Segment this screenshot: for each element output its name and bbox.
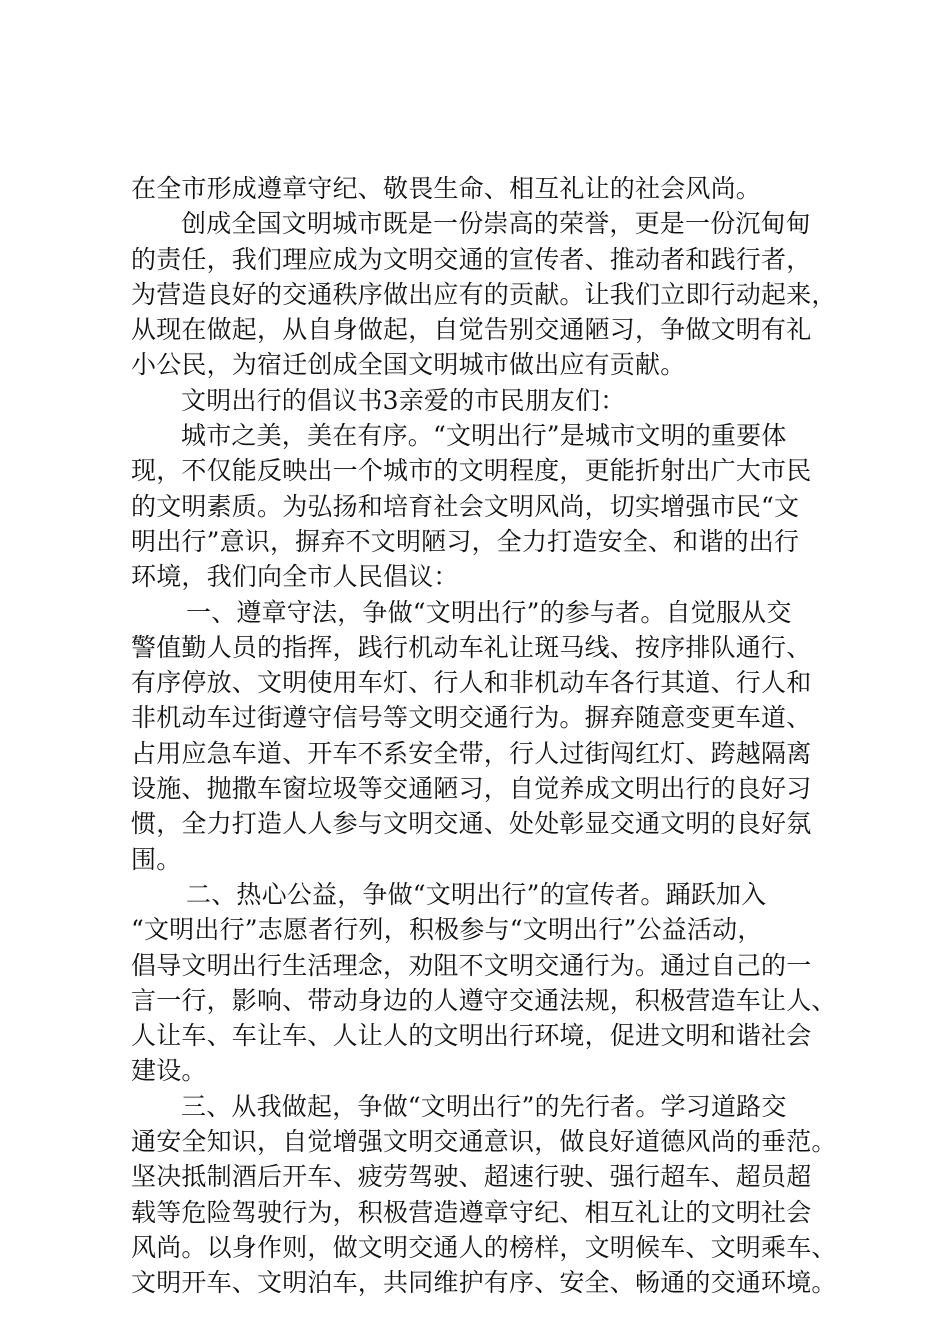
text-line: 现，不仅能反映出一个城市的文明程度，更能折射出广大市民 <box>131 456 812 486</box>
paragraph-start-line: 一、遵章守法，争做“文明出行”的参与者。自觉服从交 <box>186 597 792 627</box>
paragraph-start-line: 创成全国文明城市既是一份崇高的荣誉，更是一份沉甸甸 <box>181 209 812 239</box>
text-line: 明出行”意识，摒弃不文明陋习，全力打造安全、和谐的出行 <box>131 526 800 556</box>
text-line: 小公民，为宿迁创成全国文明城市做出应有贡献。 <box>131 350 686 380</box>
paragraph-start-line: 三、从我做起，争做“文明出行”的先行者。学习道路交 <box>181 1091 787 1121</box>
text-line: 载等危险驾驶行为，积极营造遵章守纪、相互礼让的文明社会 <box>131 1197 812 1227</box>
paragraph-start-line: 二、热心公益，争做“文明出行”的宣传者。踊跃加入 <box>186 879 767 909</box>
document-body <box>131 171 851 1301</box>
text-line: 从现在做起，从自身做起，自觉告别交通陋习，争做文明有礼 <box>131 315 812 345</box>
text-line: 在全市形成遵章守纪、敬畏生命、相互礼让的社会风尚。 <box>131 174 762 203</box>
text-line: 文明开车、文明泊车，共同维护有序、安全、畅通的交通环境。 <box>131 1268 837 1298</box>
text-line: 围。 <box>131 844 182 874</box>
text-line: 惯，全力打造人人参与文明交通、处处彰显交通文明的良好氛 <box>131 809 812 839</box>
text-line: 非机动车过街遵守信号等文明交通行为。摒弃随意变更车道、 <box>131 703 812 733</box>
text-line: 的责任，我们理应成为文明交通的宣传者、推动者和践行者， <box>131 244 812 274</box>
heading-line: 文明出行的倡议书3亲爱的市民朋友们： <box>181 385 626 415</box>
paragraph-start-line: 城市之美，美在有序。“文明出行”是城市文明的重要体 <box>181 421 787 451</box>
text-line: 建设。 <box>131 1056 207 1086</box>
text-line: 占用应急车道、开车不系安全带，行人过街闯红灯、跨越隔离 <box>131 738 812 768</box>
text-line: 风尚。以身作则，做文明交通人的榜样，文明候车、文明乘车、 <box>131 1232 837 1262</box>
text-line: “文明出行”志愿者行列，积极参与“文明出行”公益活动， <box>131 915 763 945</box>
text-line: 警值勤人员的指挥，践行机动车礼让斑马线、按序排队通行、 <box>131 632 812 662</box>
text-line: 人让车、车让车、人让人的文明出行环境，促进文明和谐社会 <box>131 1021 812 1051</box>
text-line: 的文明素质。为弘扬和培育社会文明风尚，切实增强市民“文 <box>131 491 800 521</box>
text-line: 倡导文明出行生活理念，劝阻不文明交通行为。通过自己的一 <box>131 950 812 980</box>
text-line: 通安全知识，自觉增强文明交通意识，做良好道德风尚的垂范。 <box>131 1127 837 1157</box>
text-line: 为营造良好的交通秩序做出应有的贡献。让我们立即行动起来， <box>131 279 837 309</box>
text-line: 环境，我们向全市人民倡议： <box>131 562 459 592</box>
text-line: 言一行，影响、带动身边的人遵守交通法规，积极营造车让人、 <box>131 985 837 1015</box>
text-line: 坚决抵制酒后开车、疲劳驾驶、超速行驶、强行超车、超员超 <box>131 1162 812 1192</box>
text-line: 设施、抛撒车窗垃圾等交通陋习，自觉养成文明出行的良好习 <box>131 774 812 804</box>
text-line: 有序停放、文明使用车灯、行人和非机动车各行其道、行人和 <box>131 668 812 698</box>
